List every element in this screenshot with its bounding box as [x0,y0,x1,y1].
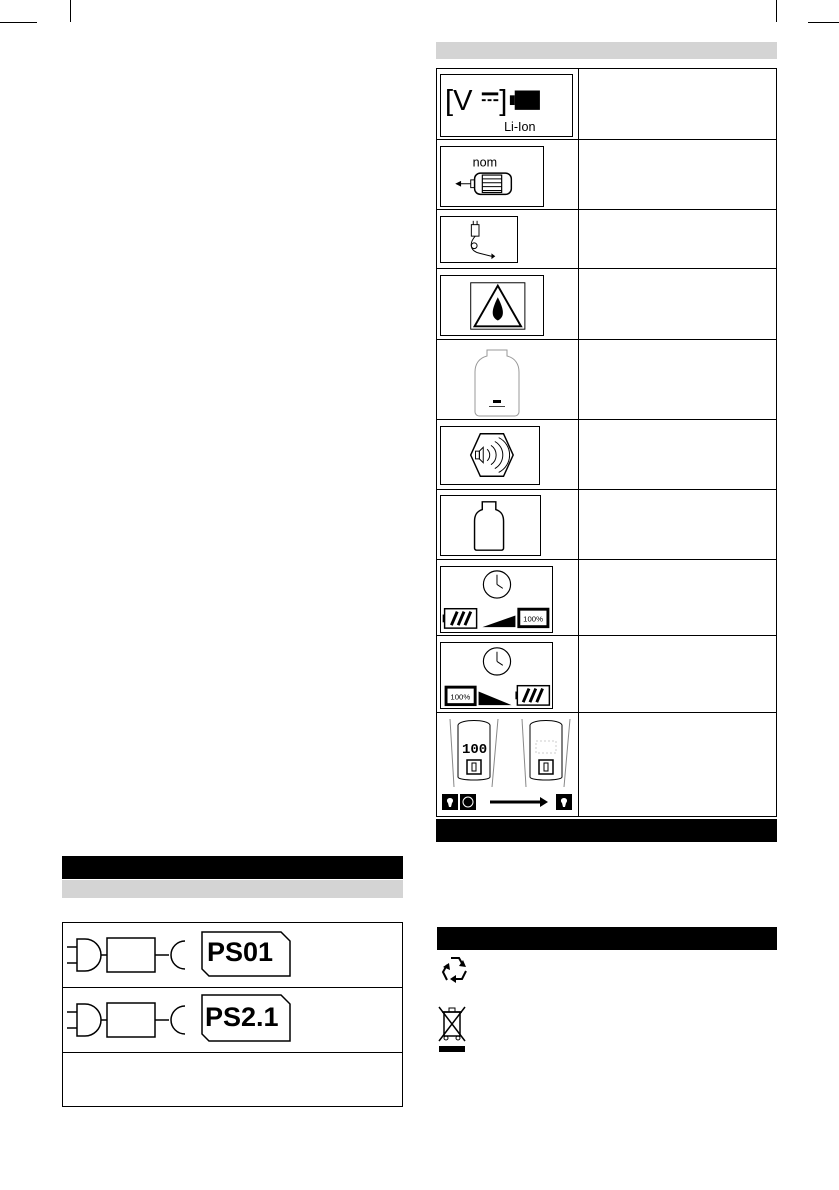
voltage-bracket: ] [499,84,508,117]
charging-time-icon [440,566,553,633]
battery-full-label-2: 100% [450,692,471,702]
ps-table [62,922,403,1107]
voltage-label: [V [445,84,473,117]
ps21-tag [201,994,291,1042]
table-row [437,560,776,636]
motor-speed-icon [440,146,544,207]
table-row [437,636,776,713]
battery-full-label: 100% [523,614,544,624]
table-row [437,69,776,140]
table-row [437,490,776,560]
ps21-label: PS2.1 [205,1002,279,1032]
crop-mark-top-left-v [70,0,71,22]
ps01-label: PS01 [207,937,274,967]
crop-mark-top-right-v [776,0,777,22]
table-row [63,923,402,988]
container-icon [473,346,521,418]
ps01-tag [201,931,291,977]
weight-icon [440,495,541,556]
table-row [437,210,776,269]
left-section-header-black [62,856,403,879]
section-header-bar [436,42,777,59]
runtime-icon [440,642,553,709]
crop-mark-top-right [808,22,839,23]
table-row [63,1053,402,1106]
left-section-subheader [62,880,403,898]
sound-power-icon [440,426,540,485]
table-row [437,420,776,490]
battery-voltage-icon [440,74,573,137]
table-row [437,713,776,816]
section-header-black [436,819,777,842]
symbol-table [436,68,777,817]
table-row [437,340,776,420]
plug-adapter-icon [67,933,197,977]
display-digits: 100 [462,742,488,758]
plug-adapter-icon [67,998,197,1042]
section-header-black-2 [437,927,777,950]
table-row [437,140,776,210]
charger-icon [440,216,518,263]
crossed-bin-icon [436,1002,468,1054]
table-row [437,269,776,340]
table-row [63,988,402,1053]
recycle-icon [439,954,471,986]
nom-label: nom [472,155,498,170]
hazard-liquid-icon [440,275,544,336]
li-ion-label: Li-Ion [504,120,536,135]
display-icon [440,717,574,814]
crop-mark-top-left [0,22,37,23]
